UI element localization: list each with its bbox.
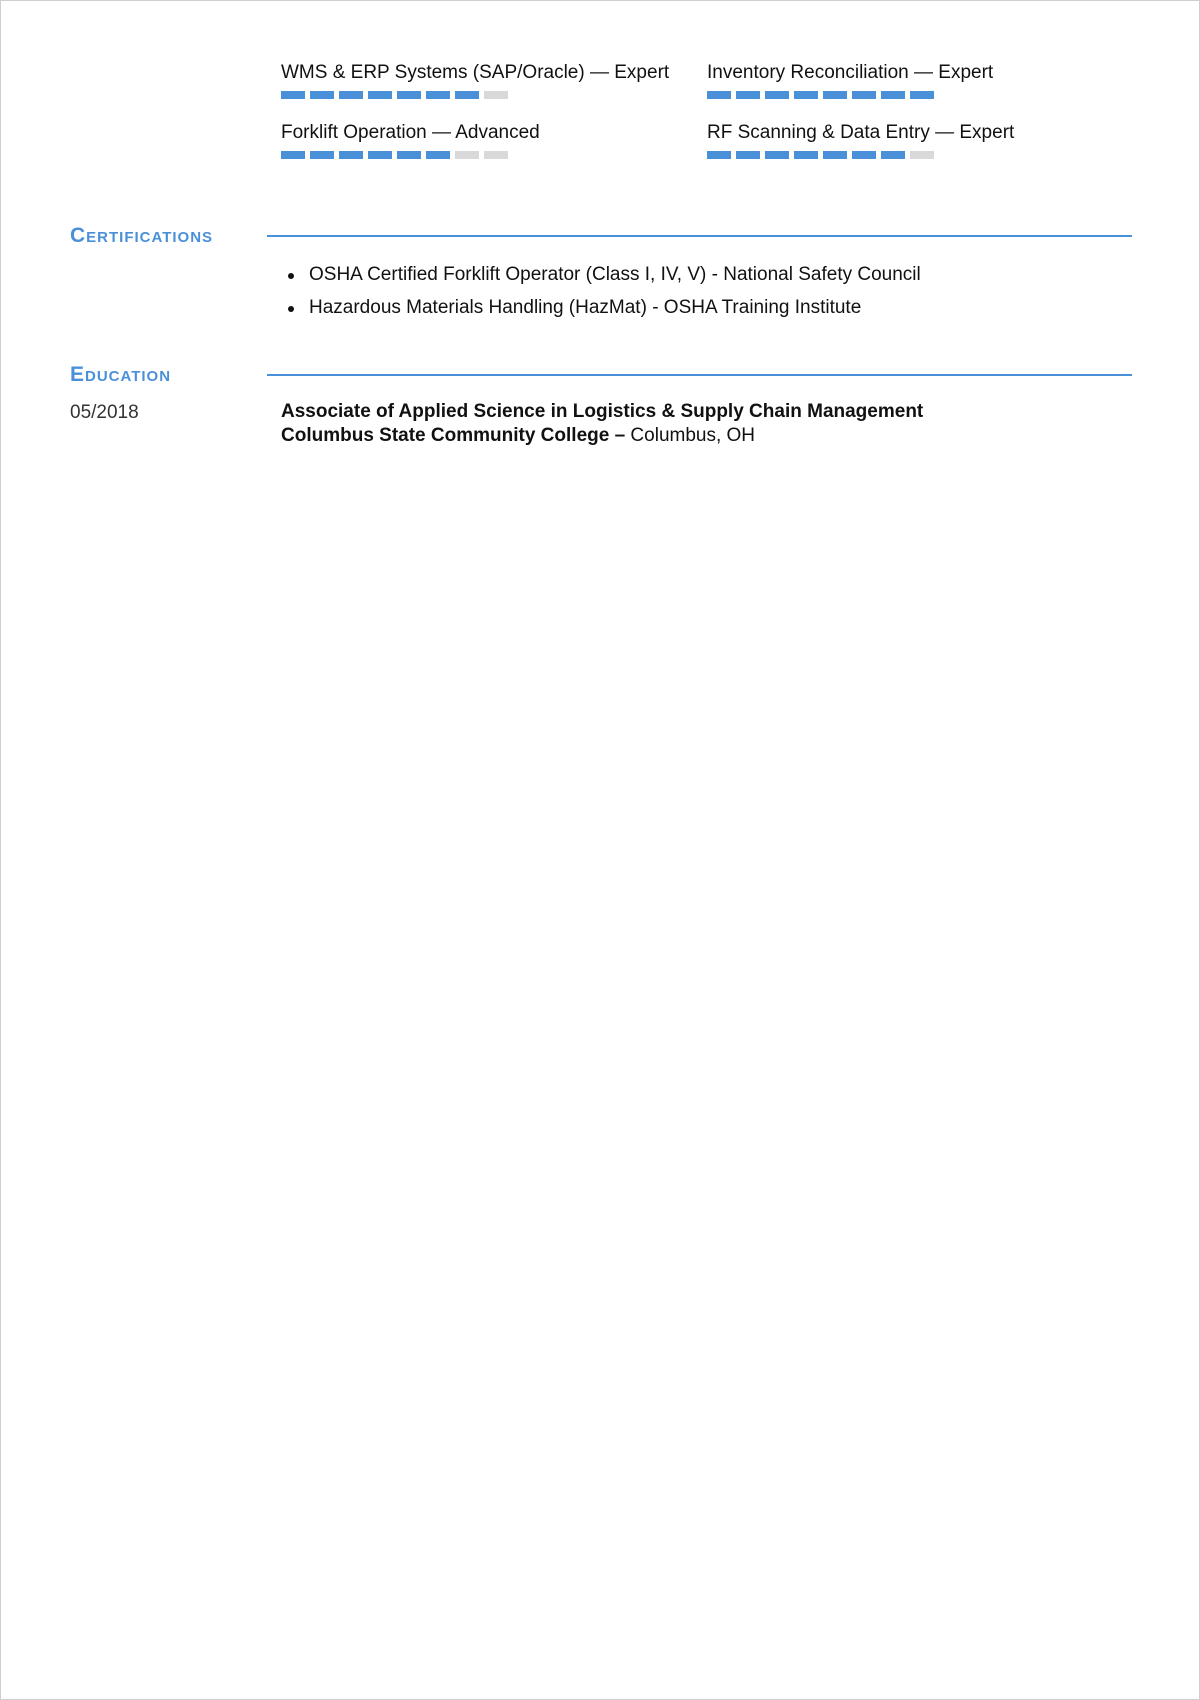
skill-segment-filled bbox=[736, 151, 760, 159]
skill-segment-empty bbox=[910, 151, 934, 159]
skill-segment-filled bbox=[707, 151, 731, 159]
school-name: Columbus State Community College – bbox=[281, 425, 626, 446]
skill-segment-filled bbox=[397, 91, 421, 99]
skill-segment-filled bbox=[881, 91, 905, 99]
education-entry bbox=[281, 400, 923, 448]
skill-segment-filled bbox=[426, 91, 450, 99]
school-line bbox=[281, 424, 923, 448]
skill-name: Forklift Operation — Advanced bbox=[281, 122, 540, 143]
skill-segment-filled bbox=[881, 151, 905, 159]
skill-level-bar bbox=[281, 151, 707, 159]
skill-segment-filled bbox=[852, 91, 876, 99]
skill-item bbox=[707, 61, 1041, 99]
certifications-list bbox=[281, 263, 921, 329]
skill-item bbox=[281, 61, 707, 99]
section-title: Education bbox=[70, 363, 172, 386]
skill-segment-filled bbox=[823, 91, 847, 99]
skill-segment-filled bbox=[455, 91, 479, 99]
skill-level-bar bbox=[707, 91, 1041, 99]
skill-segment-filled bbox=[852, 151, 876, 159]
skill-segment-filled bbox=[397, 151, 421, 159]
skill-name: WMS & ERP Systems (SAP/Oracle) — Expert bbox=[281, 62, 670, 83]
skill-segment-filled bbox=[736, 91, 760, 99]
list-item: Hazardous Materials Handling (HazMat) - OSHA Training Institute bbox=[281, 296, 921, 320]
skill-segment-filled bbox=[794, 91, 818, 99]
skill-segment-empty bbox=[484, 91, 508, 99]
section-divider bbox=[267, 235, 1132, 237]
skill-segment-filled bbox=[794, 151, 818, 159]
skill-segment-filled bbox=[281, 151, 305, 159]
degree-title: Associate of Applied Science in Logistics & Supply Chain Management bbox=[281, 401, 924, 422]
skill-segment-filled bbox=[707, 91, 731, 99]
skill-segment-filled bbox=[310, 91, 334, 99]
skills-grid bbox=[281, 61, 1041, 159]
skill-segment-filled bbox=[765, 151, 789, 159]
education-date: 05/2018 bbox=[70, 402, 139, 423]
skill-name: RF Scanning & Data Entry — Expert bbox=[707, 122, 1015, 143]
skill-segment-empty bbox=[455, 151, 479, 159]
school-location: Columbus, OH bbox=[625, 425, 756, 446]
skill-segment-filled bbox=[823, 151, 847, 159]
section-title: Certifications bbox=[70, 224, 214, 247]
skill-segment-filled bbox=[368, 91, 392, 99]
skill-segment-filled bbox=[339, 151, 363, 159]
skill-segment-filled bbox=[765, 91, 789, 99]
skill-segment-filled bbox=[910, 91, 934, 99]
skill-segment-empty bbox=[484, 151, 508, 159]
skill-segment-filled bbox=[281, 91, 305, 99]
skill-level-bar bbox=[281, 91, 707, 99]
list-item: OSHA Certified Forklift Operator (Class I, IV, V) - National Safety Council bbox=[281, 263, 921, 287]
section-divider bbox=[267, 374, 1132, 376]
skill-item bbox=[707, 121, 1041, 159]
skill-name: Inventory Reconciliation — Expert bbox=[707, 62, 994, 83]
skill-level-bar bbox=[707, 151, 1041, 159]
skill-segment-filled bbox=[426, 151, 450, 159]
skill-segment-filled bbox=[339, 91, 363, 99]
skill-item bbox=[281, 121, 707, 159]
skill-segment-filled bbox=[310, 151, 334, 159]
skill-segment-filled bbox=[368, 151, 392, 159]
